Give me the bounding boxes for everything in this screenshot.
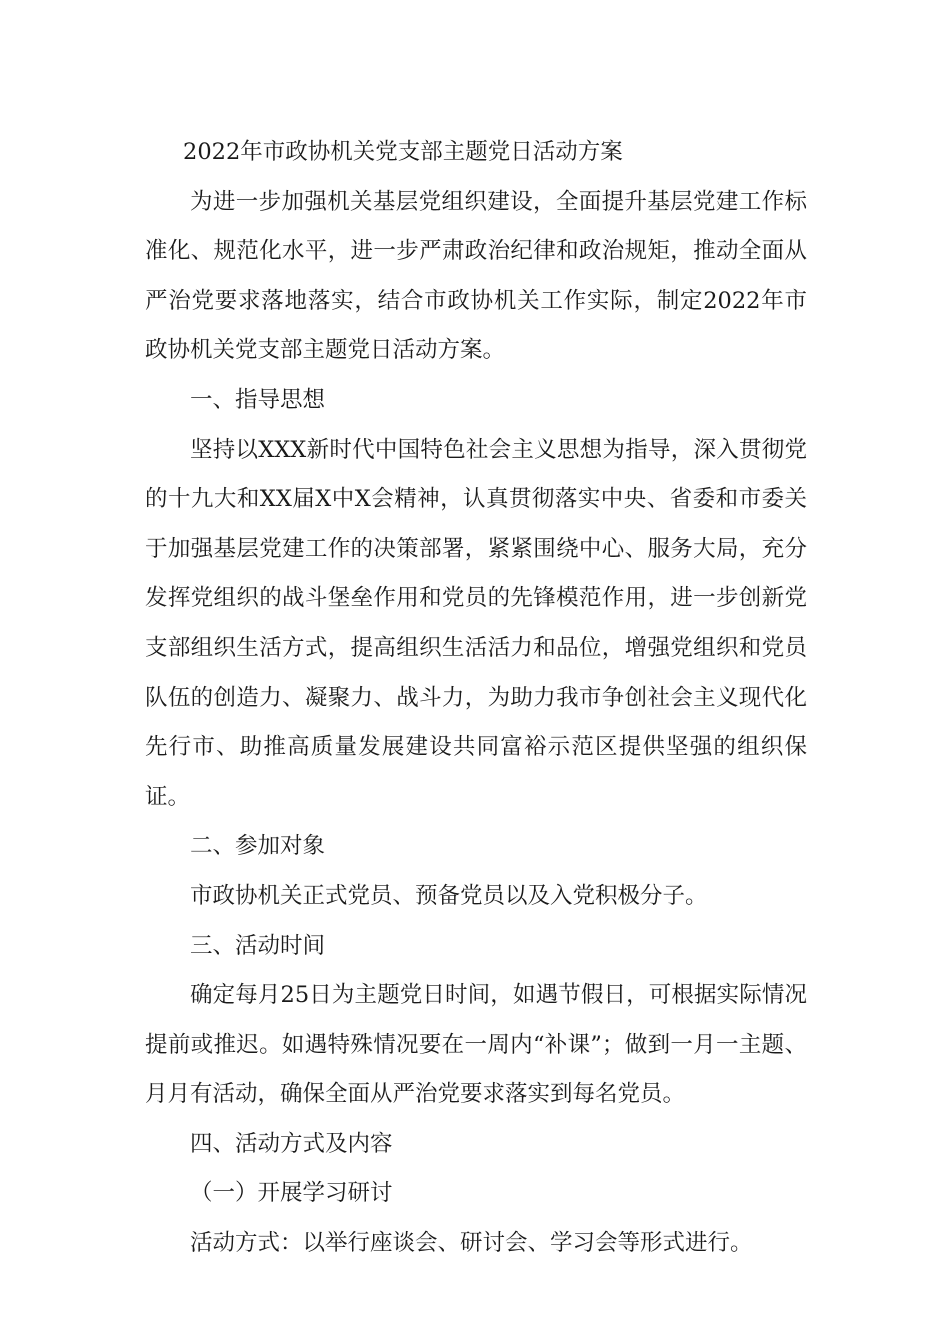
paragraph-guiding-ideology: 坚持以XXX新时代中国特色社会主义思想为指导，深入贯彻党的十九大和XX届X中X会精神，认真贯彻落实中央、省委和市委关于加强基层党建工作的决策部署，紧紧围绕中心、服务大局，充分发挥党组织的战斗堡垒作用和党员的先锋模范作用，进一步创新党支部组织生活方式，提高组织生活活力和品位，增强党组织和党员队伍的创造力、凝聚力、战斗力，为助力我市争创社会主义现代化先行市、助推高质量发展建设共同富裕示范区提供坚强的组织保证。: [145, 436, 807, 810]
subsection-heading-study: （一）开展学习研讨: [190, 1180, 393, 1207]
section-heading-activity-content: 四、活动方式及内容: [190, 1130, 393, 1157]
paragraph-participants: 市政协机关正式党员、预备党员以及入党积极分子。: [190, 882, 708, 909]
paragraph-activity-time: 确定每月25日为主题党日时间，如遇节假日，可根据实际情况提前或推迟。如遇特殊情况要在一周内“补课”；做到一月一主题、月月有活动，确保全面从严治党要求落实到每名党员。: [145, 982, 807, 1108]
section-heading-guiding-ideology: 一、指导思想: [190, 386, 326, 413]
document-title: 2022年市政协机关党支部主题党日活动方案: [183, 139, 623, 165]
section-heading-participants: 二、参加对象: [190, 833, 326, 860]
document-body: [145, 128, 807, 1269]
paragraph-intro: 为进一步加强机关基层党组织建设，全面提升基层党建工作标准化、规范化水平，进一步严肃政治纪律和政治规矩，推动全面从严治党要求落地落实，结合市政协机关工作实际，制定2022年市政协机关党支部主题党日活动方案。: [145, 188, 807, 364]
paragraph-study-method: 活动方式：以举行座谈会、研讨会、学习会等形式进行。: [190, 1230, 753, 1257]
section-heading-activity-time: 三、活动时间: [190, 932, 326, 959]
